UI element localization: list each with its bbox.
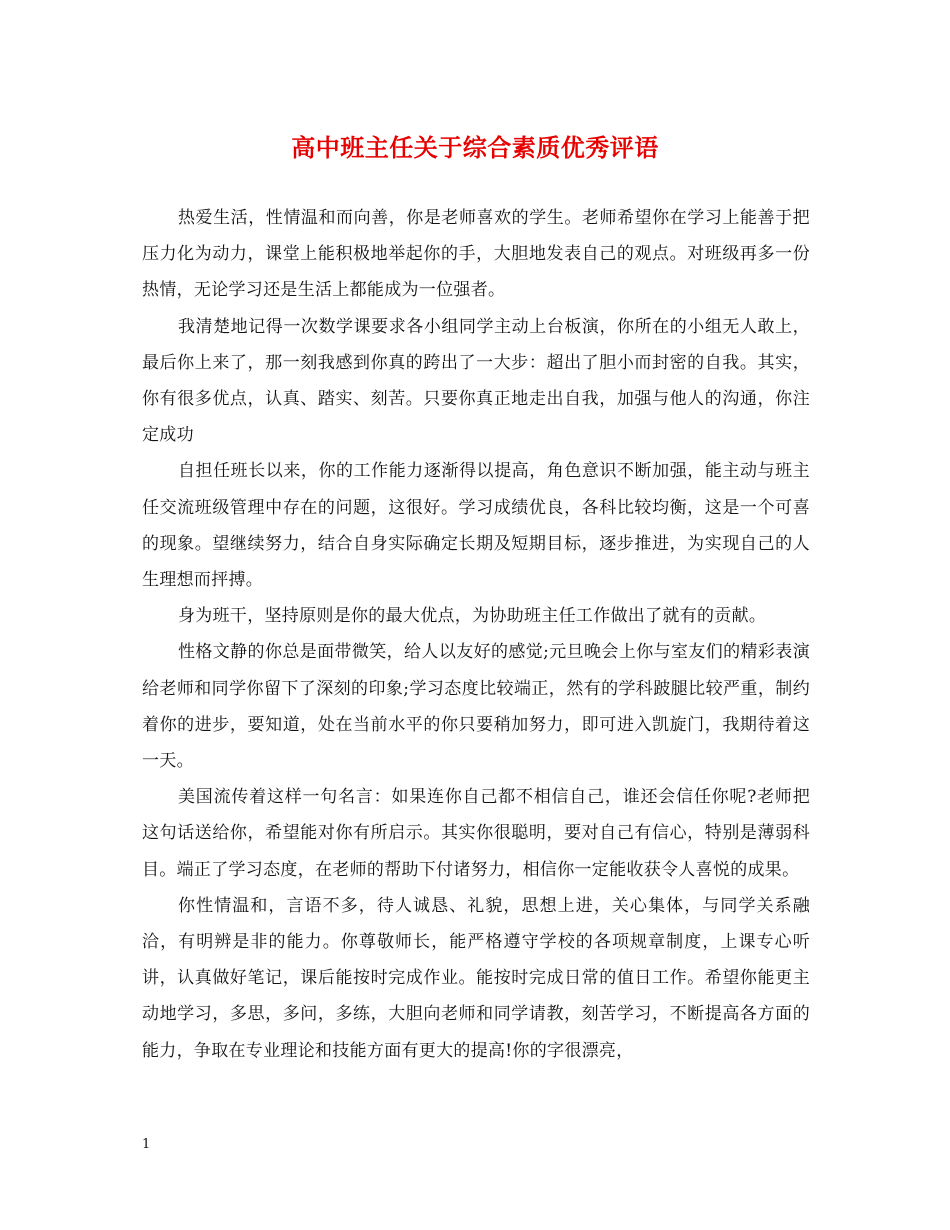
paragraph-4: 身为班干，坚持原则是你的最大优点，为协助班主任工作做出了就有的贡献。 — [178, 606, 767, 627]
paragraph-6: 美国流传着这样一句名言：如果连你自己都不相信自己，谁还会信任你呢?老师把这句话送给你，希望能对你有所启示。其实你很聪明，要对自己有信心，特别是薄弱科目。端正了学习态度，在老师的帮助下付诸努力，相信你一定能收获令人喜悦的成果。 — [142, 787, 810, 880]
paragraph-1: 热爱生活，性情温和而向善，你是老师喜欢的学生。老师希望你在学习上能善于把压力化为动力，课堂上能积极地举起你的手，大胆地发表自己的观点。对班级再多一份热情，无论学习还是生活上都能成为一位强者。 — [142, 208, 810, 301]
page-number: 1 — [142, 1137, 151, 1152]
document-title: 高中班主任关于综合素质优秀评语 — [291, 133, 659, 162]
paragraph-5: 性格文静的你总是面带微笑，给人以友好的感觉;元旦晚会上你与室友们的精彩表演给老师和同学你留下了深刻的印象;学习态度比较端正，然有的学科跛腿比较严重，制约着你的进步，要知道，处在当前水平的你只要稍加努力，即可进入凯旋门，我期待着这一天。 — [142, 642, 810, 772]
paragraph-2: 我清楚地记得一次数学课要求各小组同学主动上台板演，你所在的小组无人敢上，最后你上来了，那一刻我感到你真的跨出了一大步：超出了胆小而封密的自我。其实，你有很多优点，认真、踏实、刻苦。只要你真正地走出自我，加强与他人的沟通，你注定成功 — [142, 316, 810, 446]
paragraph-7: 你性情温和，言语不多，待人诚恳、礼貌，思想上进，关心集体，与同学关系融洽，有明辨是非的能力。你尊敬师长，能严格遵守学校的各项规章制度，上课专心听讲，认真做好笔记，课后能按时完成作业。能按时完成日常的值日工作。希望你能更主动地学习，多思，多问，多练，大胆向老师和同学请教，刻苦学习，不断提高各方面的能力，争取在专业理论和技能方面有更大的提高!你的字很漂亮， — [142, 895, 810, 1061]
paragraph-3: 自担任班长以来，你的工作能力逐渐得以提高，角色意识不断加强，能主动与班主任交流班级管理中存在的问题，这很好。学习成绩优良，各科比较均衡，这是一个可喜的现象。望继续努力，结合自身实际确定长期及短期目标，逐步推进，为实现自己的人生理想而抨搏。 — [142, 461, 810, 591]
document-body — [142, 200, 810, 1069]
